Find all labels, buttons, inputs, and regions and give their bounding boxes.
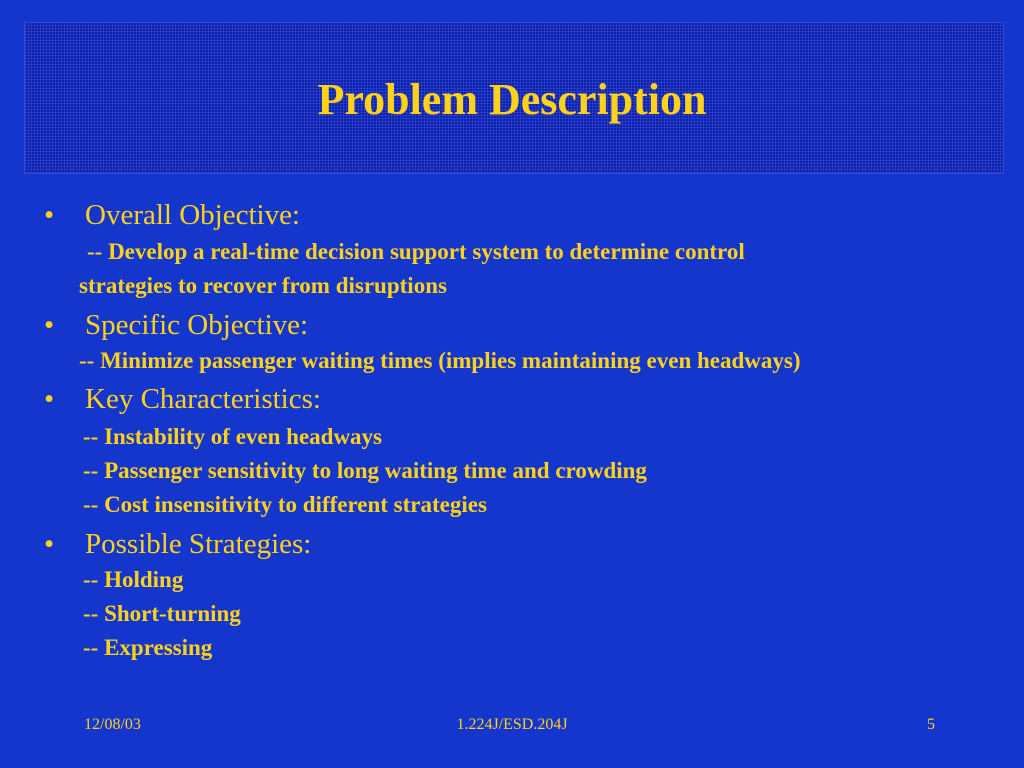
- bullet-heading: Specific Objective:: [85, 309, 309, 341]
- sub-line: -- Develop a real-time decision support system to determine control: [87, 239, 745, 264]
- bullet-marker: •: [44, 309, 55, 341]
- bullet-overall-objective: [44, 198, 300, 232]
- sub-line: -- Minimize passenger waiting times (implies maintaining even headways): [79, 348, 801, 373]
- bullet-heading: Overall Objective:: [85, 199, 300, 231]
- bullet-specific-objective: [44, 308, 308, 342]
- footer-date: 12/08/03: [84, 716, 141, 733]
- bullet-heading: Possible Strategies:: [85, 528, 312, 560]
- sub-line: -- Passenger sensitivity to long waiting time and crowding: [83, 458, 647, 483]
- sub-line: -- Cost insensitivity to different strategies: [83, 492, 487, 517]
- bullet-marker: •: [44, 199, 55, 231]
- sub-line: strategies to recover from disruptions: [79, 273, 447, 298]
- bullet-marker: •: [44, 528, 55, 560]
- sub-line: -- Instability of even headways: [83, 424, 383, 449]
- sub-line: -- Expressing: [83, 635, 213, 660]
- bullet-possible-strategies: [44, 527, 311, 561]
- footer-page-number: 5: [927, 716, 935, 733]
- bullet-key-characteristics: [44, 382, 321, 416]
- bullet-marker: •: [44, 383, 55, 415]
- sub-line: -- Short-turning: [83, 601, 241, 626]
- bullet-heading: Key Characteristics:: [85, 383, 321, 415]
- footer-course: 1.224J/ESD.204J: [456, 716, 568, 733]
- slide-title: Problem Description: [317, 75, 707, 124]
- sub-line: -- Holding: [83, 567, 184, 592]
